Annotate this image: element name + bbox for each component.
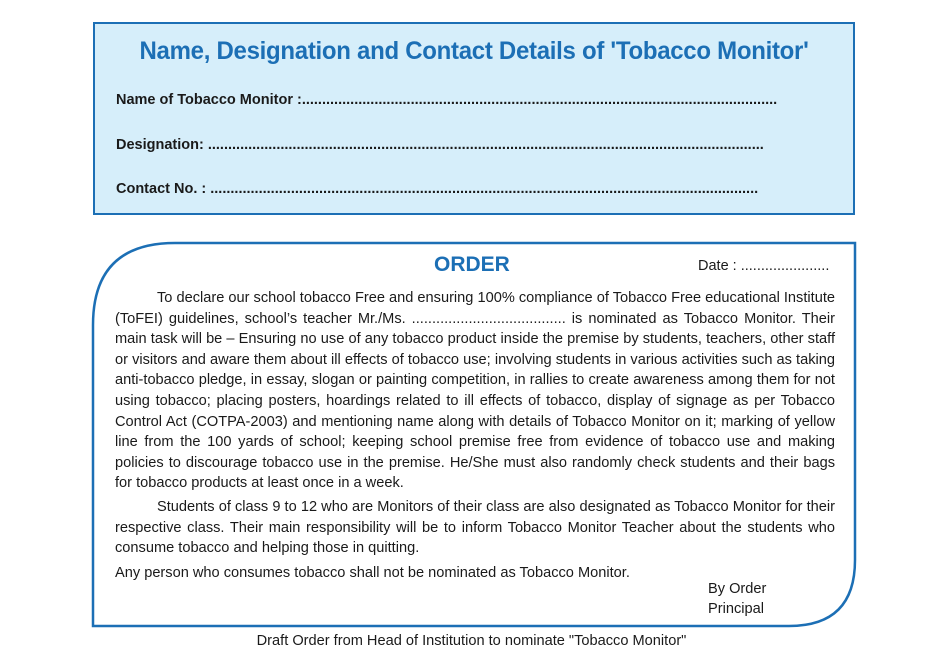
order-paragraph-students: Students of class 9 to 12 who are Monitors of their class are also designated as Tobacco Monitor for their respective class. Their main responsibility will be to inform Tobacco Monitor Teacher about the students who consume tobacco and helping those in quitting. [115,498,835,557]
designation-field: Designation: .......................................................................................................................................... [116,137,764,153]
name-field: Name of Tobacco Monitor :...................................................................................................................... [116,92,778,108]
order-paragraph-exclusion: Any person who consumes tobacco shall not be nominated as Tobacco Monitor. [115,564,630,581]
contact-number-field: Contact No. : ........................................................................................................................................ [116,181,759,197]
contact-details-title: Name, Designation and Contact Details of 'Tobacco Monitor' [139,37,809,65]
order-paragraph-duties: To declare our school tobacco Free and ensuring 100% compliance of Tobacco Free educational Institute (ToFEI) guidelines, school’s teacher Mr./Ms. ...................................... is nominated as Tobacco Monitor. Their main task will be – Ensuring no use of any tobacco product inside the premise by students, teachers, other staff or visitors and aware them about ill effects of tobacco use; involving students in various activities such as taking anti-tobacco pledge, in essay, slogan or painting competition, in rallies to create awareness among them for not using tobacco; placing posters, hoardings related to ill effects of tobacco, display of signage as per Tobacco Control Act (COTPA-2003) and mentioning name along with details of Tobacco Monitor on it; marking of yellow line from the 100 yards of school; keeping school premise free from evidence of tobacco use and making policies to discourage tobacco use in the premise. He/She must also randomly check students and their bags for tobacco products at least once in a week. [115,290,835,492]
order-title: ORDER [434,253,510,276]
signature-block [708,579,766,619]
figure-caption: Draft Order from Head of Institution to nominate "Tobacco Monitor" [256,633,687,649]
signature-by-order: By Order [708,581,767,597]
signature-principal: Principal [708,601,764,617]
date-field: Date : ...................... [698,258,830,274]
order-body [115,288,835,583]
